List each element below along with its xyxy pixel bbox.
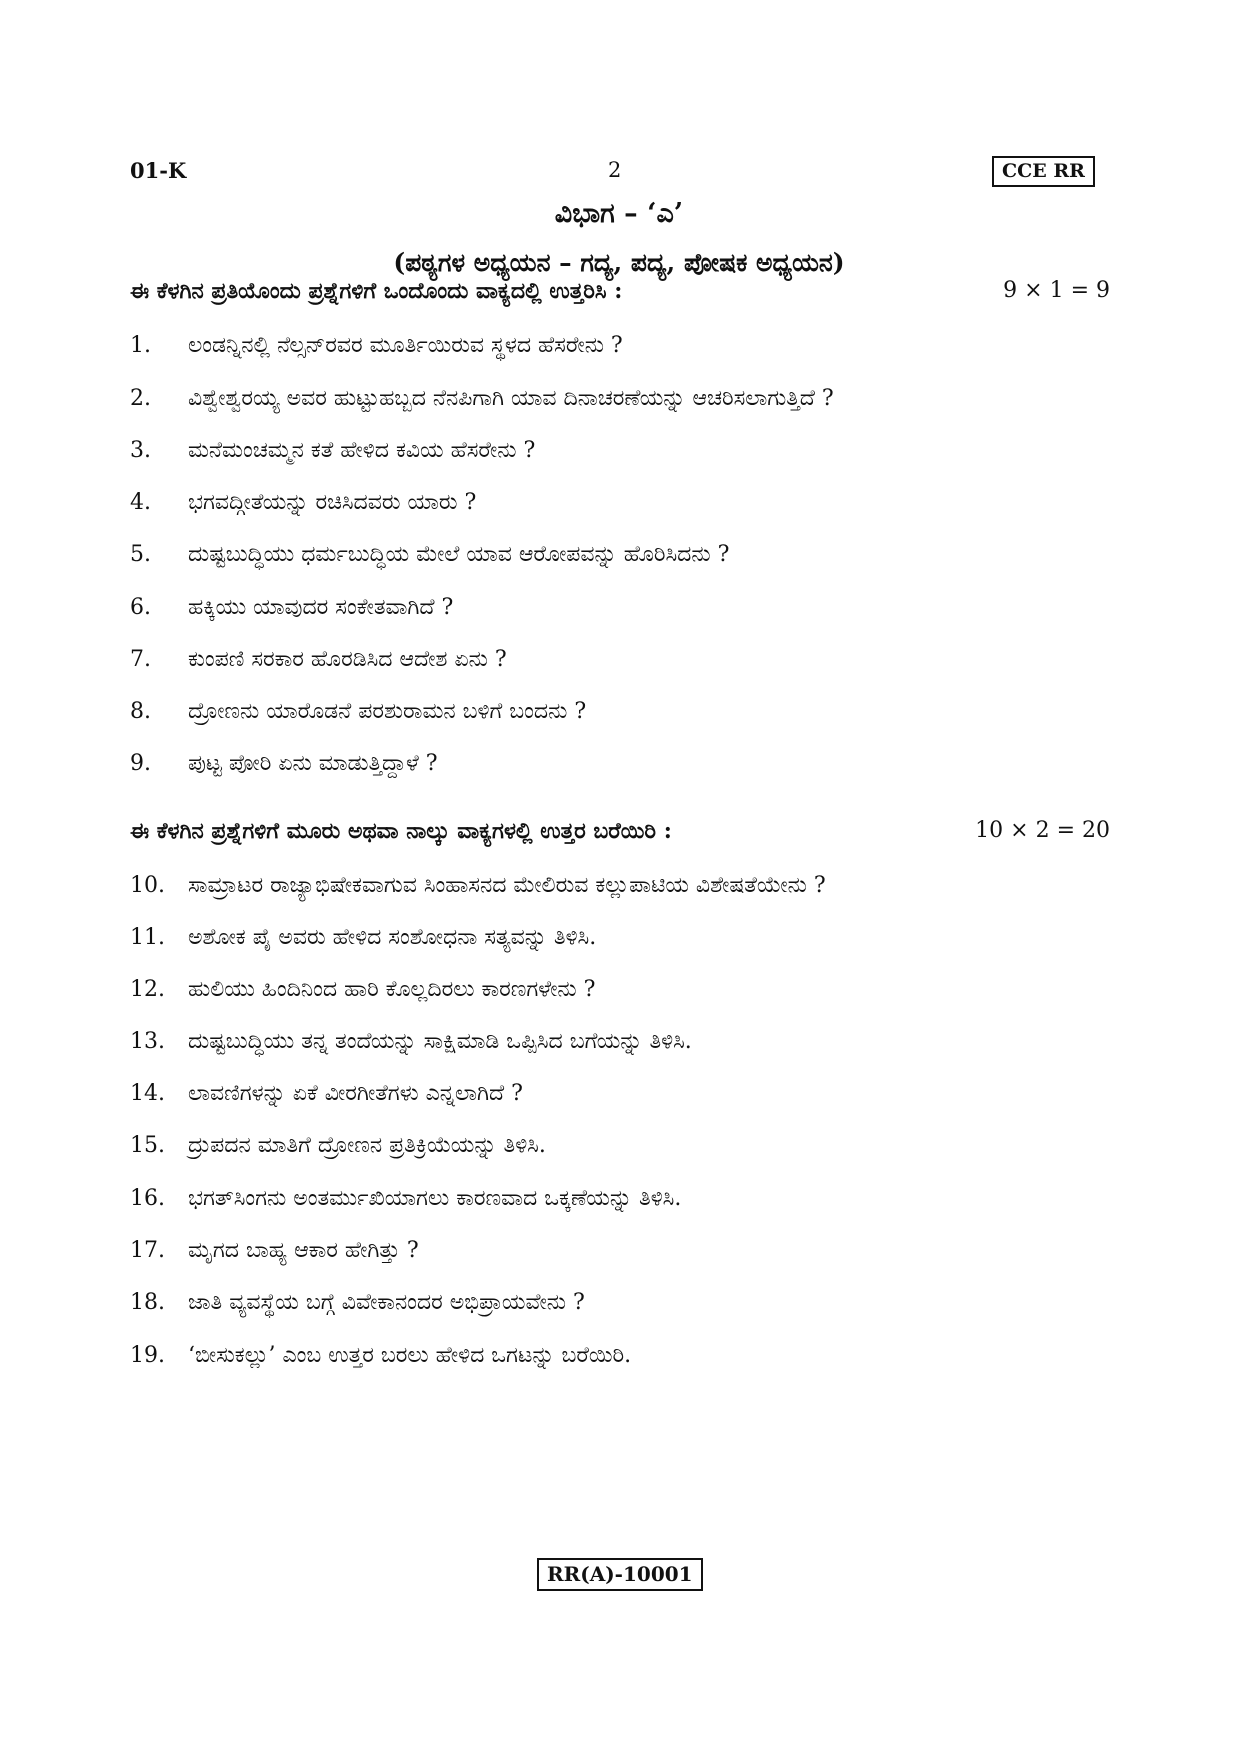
question-text: ಲಂಡನ್ನಿನಲ್ಲಿ ನೆಲ್ಸನ್‌ರವರ ಮೂರ್ತಿಯಿರುವ ಸ್ಥಳದ ಹೆಸರೇನು ? <box>188 333 623 358</box>
question-number: 16. <box>130 1186 165 1211</box>
question-text: ದುಷ್ಟಬುದ್ಧಿಯು ತನ್ನ ತಂದೆಯನ್ನು ಸಾಕ್ಷಿಮಾಡಿ ಒಪ್ಪಿಸಿದ ಬಗೆಯನ್ನು ತಿಳಿಸಿ. <box>188 1029 692 1054</box>
question-number: 19. <box>130 1343 165 1368</box>
question-text: ದುಷ್ಟಬುದ್ಧಿಯು ಧರ್ಮಬುದ್ಧಿಯ ಮೇಲೆ ಯಾವ ಆರೋಪವನ್ನು ಹೊರಿಸಿದನು ? <box>188 542 730 567</box>
question-item <box>130 873 826 898</box>
question-item <box>130 386 834 411</box>
section-subtitle: (ಪಠ್ಯಗಳ ಅಧ್ಯಯನ – ಗದ್ಯ, ಪದ್ಯ, ಪೋಷಕ ಅಧ್ಯಯನ) <box>393 248 845 277</box>
question-item <box>130 1186 681 1211</box>
footer-code-box: RR(A)-10001 <box>537 1558 703 1591</box>
page-number: 2 <box>608 158 622 182</box>
question-number: 18. <box>130 1290 165 1315</box>
question-text: ಅಶೋಕ ಪೈ ಅವರು ಹೇಳಿದ ಸಂಶೋಧನಾ ಸತ್ಯವನ್ನು ತಿಳಿಸಿ. <box>188 925 597 950</box>
question-number: 11. <box>130 925 165 950</box>
question-number: 10. <box>130 873 165 898</box>
question-number: 17. <box>130 1238 165 1263</box>
question-text: ಕುಂಪಣಿ ಸರಕಾರ ಹೊರಡಿಸಿದ ಆದೇಶ ಏನು ? <box>188 647 507 672</box>
section1-marks: 9 × 1 = 9 <box>1003 278 1110 303</box>
section1-instruction: ಈ ಕೆಳಗಿನ ಪ್ರತಿಯೊಂದು ಪ್ರಶ್ನೆಗಳಿಗೆ ಒಂದೊಂದು ವಾಕ್ಯದಲ್ಲಿ ಉತ್ತರಿಸಿ : <box>130 278 623 304</box>
question-text: ವಿಶ್ವೇಶ್ವರಯ್ಯ ಅವರ ಹುಟ್ಟುಹಬ್ಬದ ನೆನಪಿಗಾಗಿ ಯಾವ ದಿನಾಚರಣೆಯನ್ನು ಆಚರಿಸಲಾಗುತ್ತಿದೆ ? <box>188 386 834 411</box>
question-item <box>130 542 729 567</box>
question-item <box>130 1290 585 1315</box>
question-number: 2. <box>130 386 151 411</box>
question-number: 13. <box>130 1029 165 1054</box>
question-text: ದ್ರುಪದನ ಮಾತಿಗೆ ದ್ರೋಣನ ಪ್ರತಿಕ್ರಿಯೆಯನ್ನು ತಿಳಿಸಿ. <box>188 1133 546 1158</box>
question-item <box>130 751 438 776</box>
question-item <box>130 595 453 620</box>
question-item <box>130 925 596 950</box>
question-item <box>130 647 507 672</box>
question-number: 9. <box>130 751 151 776</box>
question-text: ದ್ರೋಣನು ಯಾರೊಡನೆ ಪರಶುರಾಮನ ಬಳಿಗೆ ಬಂದನು ? <box>188 699 587 724</box>
question-text: ಸಾಮ್ರಾಟರ ರಾಜ್ಯಾಭಿಷೇಕವಾಗುವ ಸಿಂಹಾಸನದ ಮೇಲಿರುವ ಕಲ್ಲುಪಾಟಿಯ ವಿಶೇಷತೆಯೇನು ? <box>188 873 826 898</box>
question-text: ಪುಟ್ಟ ಪೋರಿ ಏನು ಮಾಡುತ್ತಿದ್ದಾಳೆ ? <box>188 751 438 776</box>
question-number: 15. <box>130 1133 165 1158</box>
question-item <box>130 1238 419 1263</box>
exam-type-box: CCE RR <box>992 156 1095 187</box>
question-item <box>130 490 476 515</box>
section2-marks: 10 × 2 = 20 <box>975 818 1110 843</box>
question-number: 14. <box>130 1081 165 1106</box>
question-text: ಹುಲಿಯು ಹಿಂದಿನಿಂದ ಹಾರಿ ಕೊಲ್ಲದಿರಲು ಕಾರಣಗಳೇನು ? <box>188 977 596 1002</box>
question-item <box>130 333 623 358</box>
question-number: 7. <box>130 647 151 672</box>
question-item <box>130 1081 523 1106</box>
question-text: ಮೃಗದ ಬಾಹ್ಯ ಆಕಾರ ಹೇಗಿತ್ತು ? <box>188 1238 419 1263</box>
question-text: ಜಾತಿ ವ್ಯವಸ್ಥೆಯ ಬಗ್ಗೆ ವಿವೇಕಾನಂದರ ಅಭಿಪ್ರಾಯವೇನು ? <box>188 1290 585 1315</box>
question-text: ಮನೆಮಂಚಮ್ಮನ ಕತೆ ಹೇಳಿದ ಕವಿಯ ಹೆಸರೇನು ? <box>188 438 536 463</box>
question-text: ಭಗತ್‌ಸಿಂಗನು ಅಂತರ್ಮುಖಿಯಾಗಲು ಕಾರಣವಾದ ಒಕ್ಕಣೆಯನ್ನು ತಿಳಿಸಿ. <box>188 1186 682 1211</box>
question-number: 1. <box>130 333 151 358</box>
question-number: 12. <box>130 977 165 1002</box>
question-number: 6. <box>130 595 151 620</box>
question-item <box>130 438 535 463</box>
question-item <box>130 1029 692 1054</box>
question-item <box>130 977 595 1002</box>
question-text: ಭಗವದ್ಗೀತೆಯನ್ನು ರಚಿಸಿದವರು ಯಾರು ? <box>188 490 477 515</box>
section2-instruction: ಈ ಕೆಳಗಿನ ಪ್ರಶ್ನೆಗಳಿಗೆ ಮೂರು ಅಥವಾ ನಾಲ್ಕು ವಾಕ್ಯಗಳಲ್ಲಿ ಉತ್ತರ ಬರೆಯಿರಿ : <box>130 818 672 844</box>
section-title: ವಿಭಾಗ – ‘ಎ’ <box>554 198 684 229</box>
question-item <box>130 1343 631 1368</box>
question-text: ಲಾವಣಿಗಳನ್ನು ಏಕೆ ವೀರಗೀತೆಗಳು ಎನ್ನಲಾಗಿದೆ ? <box>188 1081 523 1106</box>
paper-code: 01-K <box>130 158 187 183</box>
question-item <box>130 1133 546 1158</box>
question-number: 8. <box>130 699 151 724</box>
question-number: 5. <box>130 542 151 567</box>
question-text: ಹಕ್ಕಿಯು ಯಾವುದರ ಸಂಕೇತವಾಗಿದೆ ? <box>188 595 454 620</box>
question-item <box>130 699 586 724</box>
question-text: ‘ಬೀಸುಕಲ್ಲು’ ಎಂಬ ಉತ್ತರ ಬರಲು ಹೇಳಿದ ಒಗಟನ್ನು ಬರೆಯಿರಿ. <box>188 1343 632 1368</box>
question-number: 3. <box>130 438 151 463</box>
question-number: 4. <box>130 490 151 515</box>
